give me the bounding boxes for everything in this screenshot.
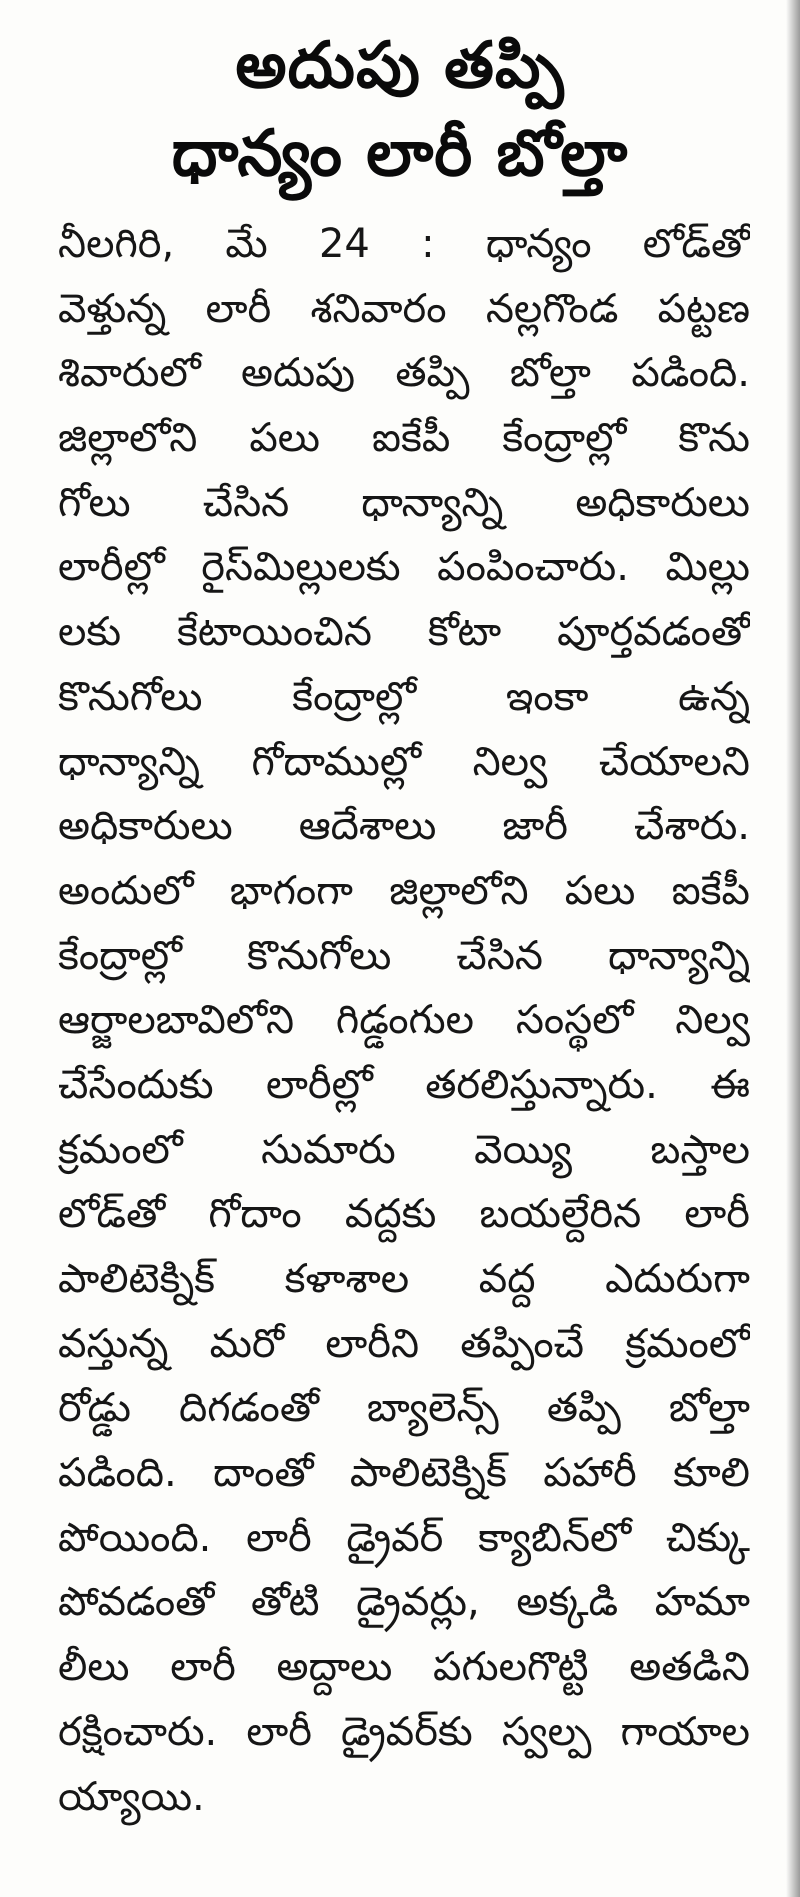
body-line: జిల్లాలోని పలు ఐకేపీ కేంద్రాల్లో కొను [58,415,750,462]
body-line: పోవడంతో తోటి డ్రైవర్లు, అక్కడి హమా [58,1579,750,1626]
body-line: పోయింది. లారీ డ్రైవర్ క్యాబిన్‌లో చిక్కు [58,1514,750,1561]
body-line: ధాన్యాన్ని గోదాముల్లో నిల్వ చేయాలని [58,738,750,785]
body-line: రక్షించారు. లారీ డ్రైవర్‌కు స్వల్ప గాయాల [58,1708,750,1755]
body-line: అధికారులు ఆదేశాలు జారీ చేశారు. [58,803,750,850]
body-line: కొనుగోలు కేంద్రాల్లో ఇంకా ఉన్న [58,673,750,720]
article-body [58,212,750,1829]
body-line: ఆర్జాలబావిలోని గిడ్డంగుల సంస్థలో నిల్వ [58,997,750,1044]
headline-line-1: అదుపు తప్పి [235,29,565,103]
body-line: లోడ్‌తో గోదాం వద్దకు బయల్దేరిన లారీ [58,1191,750,1238]
body-line: లీలు లారీ అద్దాలు పగులగొట్టి అతడిని [58,1644,750,1691]
body-line: రోడ్డు దిగడంతో బ్యాలెన్స్ తప్పి బోల్తా [58,1385,750,1432]
body-line: కేంద్రాల్లో కొనుగోలు చేసిన ధాన్యాన్ని [58,932,750,979]
body-line: పడింది. దాంతో పాలిటెక్నిక్ పహారీ కూలి [58,1450,750,1497]
article-headline [40,22,760,198]
body-line: పాలిటెక్నిక్ కళాశాల వద్ద ఎదురుగా [58,1256,750,1302]
body-line: అందులో భాగంగా జిల్లాలోని పలు ఐకేపీ [58,867,750,914]
body-line: శివారులో అదుపు తప్పి బోల్తా పడింది. [58,350,750,397]
body-line: వస్తున్న మరో లారీని తప్పించే క్రమంలో [58,1320,750,1367]
body-line: య్యాయి. [58,1773,205,1820]
body-line: చేసేందుకు లారీల్లో తరలిస్తున్నారు. ఈ [58,1061,750,1108]
body-line: నీలగిరి, మే 24 : ధాన్యం లోడ్‌తో [58,221,750,267]
headline-line-2: ధాన్యం లారీ బోల్తా [171,117,629,191]
body-line: లారీల్లో రైస్‌మిల్లులకు పంపించారు. మిల్లు [58,544,750,591]
page-edge-shadow [786,0,800,1897]
body-line: వెళ్తున్న లారీ శనివారం నల్లగొండ పట్టణ [58,285,750,332]
body-line: లకు కేటాయించిన కోటా పూర్తవడంతో [58,609,750,656]
body-line: గోలు చేసిన ధాన్యాన్ని అధికారులు [58,479,750,526]
body-line: క్రమంలో సుమారు వెయ్యి బస్తాల [58,1126,750,1173]
